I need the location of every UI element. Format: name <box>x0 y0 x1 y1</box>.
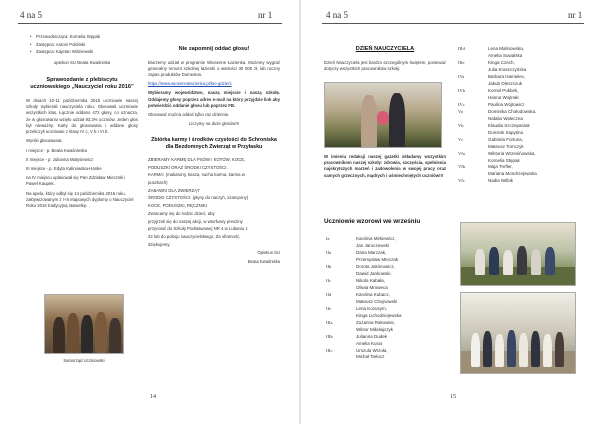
article-paragraph: Na apelu, który odbył się 14 października 2016 roku, zaktywizowanym z I-III etapowych dyplomy o Nauczyciel Roku 2016 tradycyjną statuetkę. <box>26 190 134 209</box>
collection-line: Zwracamy się do rodzic dzieci, aby <box>148 210 215 216</box>
student-name: Jan Jaroczewski <box>356 242 390 248</box>
list-item <box>458 178 584 185</box>
result-item: I miejsce - p. Beata Kwaśnieska <box>26 147 87 153</box>
list-item <box>458 164 584 178</box>
student-name: Zuzanna Rakowiec, <box>356 319 396 325</box>
article-title: Sprawozdanie z plebiscytu uczniowskiego „Nauczyciel roku 2016” <box>30 76 134 91</box>
class-photo-outdoor <box>460 222 576 286</box>
class-label: IIIe <box>458 59 465 65</box>
right-col1-wishes <box>324 154 446 182</box>
collection-title: Zbiórka karmy i środków czystości do Schroniska dla Bezdomnych Zwierząt w Przyłasku <box>151 136 277 150</box>
class-photo-gym <box>460 292 576 374</box>
student-name: Oliwia Mroweca <box>356 284 388 290</box>
student-name: Mariana Mondrzejewska <box>488 171 537 177</box>
teachers-day-wishes: W imieniu redakcji naszej gazetki składamy wszystkim pracownikom naszej szkoły: zdrowia, szczęścia, spełnienia najskrytszych marzeń i zadowolenia w swojej pracy oraz samych grzecznych, mądrych i uśmiechniętych uczniów!!! <box>324 154 446 178</box>
list-item <box>326 292 446 306</box>
left-header-rule <box>18 23 282 24</box>
collection-line: ŚRODKI CZYSTOŚCI: (płyny do naczyń, szampony) <box>148 195 249 201</box>
vote-link[interactable]: https://www.wiosennalazienka.pl/kto-gdzie/x <box>148 81 232 87</box>
student-name: Amelia Kusio <box>356 340 383 346</box>
list-item <box>326 278 446 292</box>
student-name: Julianna Dudek <box>356 333 388 339</box>
list-item <box>458 88 584 102</box>
vote-note: Głosować można oddać tylko raz dziennie. <box>148 112 230 118</box>
result-item: III miejsce - p. Edyta Kalinowska-Hanke <box>26 165 102 171</box>
student-name: Dawid Jankowski <box>356 270 391 276</box>
student-name: Barbara Hamielec, <box>488 73 526 79</box>
class-label: IVb <box>458 87 465 93</box>
class-label: IIIb <box>326 333 333 339</box>
student-name: Karolina Kubacz, <box>356 291 391 297</box>
class-label: IId <box>326 291 332 297</box>
collection-signature-name: Beata Kwaśniska <box>247 259 280 265</box>
class-label: Vb <box>458 122 464 128</box>
model-students-title: Uczniowie wzorowi we wrześniu <box>324 218 421 225</box>
student-name: Maja Trefler, <box>488 164 513 170</box>
teachers-day-intro: Dzień Nauczyciela jest bardzo szczególnym świętem, ponieważ dotyczy wszystkich pracowników szkoły. <box>324 59 446 71</box>
collection-line: 22 lub do pokoju nauczycielskiego. Za ofiarność, <box>148 233 241 239</box>
collection-signature-role: Opiekun SU <box>257 249 280 255</box>
list-item: • Przewodnicząca: Kornelia Stępak <box>30 34 138 40</box>
student-name: Kornel Pokbek, <box>488 87 519 93</box>
student-name: Lena Malinowska, <box>488 46 525 51</box>
student-name: Gabriela Fortuna, <box>488 136 524 142</box>
left-page-number: 14 <box>150 394 156 400</box>
collection-line: KARMA: (makarony, kasza, sucha karma, karma w <box>148 172 245 178</box>
collection-line: PODUSZKI ORAZ ŚRODKI CZYSTOŚCI. <box>148 164 228 170</box>
left-col2 <box>148 46 280 268</box>
right-page <box>300 0 600 424</box>
class-label: IIb <box>326 263 332 269</box>
teachers-day-title: DZIEŃ NAUCZYCIELA <box>355 46 415 52</box>
student-name: Nadia Wilbik <box>488 178 514 184</box>
collection-line: puszkach) <box>148 179 168 185</box>
left-col1 <box>26 34 138 212</box>
collection-line: KOCE, PODUSZKI, RĘCZNIKI <box>148 203 207 209</box>
vote-title: Nie zapomnij oddać głosu! <box>178 46 250 52</box>
list-item <box>458 109 584 123</box>
student-council-photo <box>44 294 124 354</box>
article-paragraph: W dniach 10-11 października 2016 uczniowie naszej szkoły wybierali nauczyciela roku. Głosowali uczniowie wszystkich klas. Łącznie oddano 472 głosy, co oznacza, że w głosowaniu wzięło udział 93,3% uczniów. Jeden głos był nieważny. Karty do głosowania i oddane głosy przeliczyli uczniowie z klasy IV c, V b i VI b. <box>26 97 138 135</box>
student-name: Dorota Jakimowicz, <box>356 263 396 269</box>
student-name: Wiktoria Wrzesińowska, <box>488 150 536 156</box>
class-label: VIb <box>458 164 465 170</box>
collection-line: ZABAWKI DLA ZWIERZĄT <box>148 187 200 193</box>
right-header-rule <box>322 23 584 24</box>
student-name: Mateusz Tomczyk <box>488 143 524 149</box>
list-item <box>458 60 584 74</box>
class-label: VIa <box>458 150 465 156</box>
left-header-issue: nr 1 <box>258 10 273 20</box>
vote-appeal: Liczymy na duże głosów!!! <box>188 121 240 127</box>
list-item <box>458 102 584 109</box>
class-label: Vc <box>458 136 464 142</box>
class-label: IVa <box>458 73 465 79</box>
photo-caption: Samorząd Uczniowski <box>63 358 105 363</box>
collection-line: dziękujemy. <box>148 241 171 247</box>
list-item <box>326 264 446 278</box>
class-label: IIIc <box>326 347 333 353</box>
list-item <box>458 46 584 60</box>
vote-paragraph: Biorzemy udział w programie Wiosenne Łazienka. Możemy wygrać generalny remont szkolnej łazienki o wartości 30 000 zł, lub roczny zapas produktów Domestos. <box>148 59 280 77</box>
student-name: Julia Kraszczyńska <box>488 66 527 72</box>
class-label: VIc <box>458 178 465 184</box>
student-name: Kinga Lichodziejewska <box>356 312 402 318</box>
student-name: Karolina Mirkiewicz, <box>356 236 396 241</box>
class-label: Va <box>458 108 463 114</box>
right-page-number: 15 <box>450 394 456 400</box>
class-label: IVc <box>458 101 465 107</box>
teachers-day-photo <box>324 82 442 148</box>
class-label: IIIa <box>326 319 333 325</box>
list-item <box>458 137 584 151</box>
council-signature: opiekun SU Beata Kwaśniska <box>53 59 111 65</box>
class-label: IIId <box>458 46 465 51</box>
model-students-list-1 <box>326 236 446 361</box>
result-item: II miejsce - p. Julianna Matysiewicz <box>26 156 94 162</box>
class-label: IIe <box>326 305 331 311</box>
collection-line: przyjrzeli się do naszej akcji, w wtorkowy presziny <box>148 218 243 224</box>
vote-instructions: Wybieramy województwo, naszą miejscie i naszą szkołę. Oddajemy głosy poprzez adres e-mail na który przyjdzie link aby potwierdzić oddanie głosu lub poprzez FB. <box>148 90 280 108</box>
list-item <box>458 123 584 137</box>
list-item: • Zastępca: Kajetan Wiśniewski <box>30 49 138 55</box>
list-item: • Zastępca: Antoni Pokiński <box>30 42 138 48</box>
collection-line: przynosić do Szkoły Podstawowej NR 4 w Lubaniu z <box>148 226 248 232</box>
student-name: Wiktor Mikołajczyk <box>356 326 394 332</box>
left-header-title: 4 na 5 <box>20 10 42 20</box>
class-label: Ia <box>326 236 330 241</box>
student-name: Michał Tarłocz <box>356 354 385 360</box>
student-name: Klaudia Szczepaniak <box>488 122 530 128</box>
list-item <box>326 334 446 348</box>
list-item <box>326 320 446 334</box>
student-name: Dominika Chołodowska, <box>488 108 537 114</box>
student-name: Paulina Wójtowicz <box>488 101 525 107</box>
student-name: Mateusz Chojnowski <box>356 298 398 304</box>
student-name: Kornelia Stępak <box>488 157 520 163</box>
model-students-list-2 <box>458 46 584 185</box>
student-name: Hanna Wojtnak <box>488 94 519 100</box>
article-paragraph: na IV miejscu uplasował się Pan Zdzisław Mieczski i Paweł Kaupek. <box>26 175 126 187</box>
council-list <box>30 34 138 56</box>
list-item <box>326 250 446 264</box>
student-name: Daria Marczak, <box>356 249 387 255</box>
list-item <box>458 74 584 88</box>
results-label: Wyniki głosowania: <box>26 138 63 144</box>
student-name: Natalia Waleczna <box>488 115 523 121</box>
student-name: Przemysław Mieczak <box>356 256 399 262</box>
student-name: Dominik Sapytina <box>488 129 524 135</box>
student-name: Amelia Suwalska <box>488 52 523 58</box>
student-name: Kinga Czech, <box>488 59 515 65</box>
student-name: Jakub Oleszczuk <box>488 80 523 86</box>
right-header-title: 4 na 5 <box>326 10 348 20</box>
student-name: Nikola Kabała, <box>356 277 386 283</box>
list-item <box>326 348 446 362</box>
right-col1 <box>324 46 446 75</box>
list-item <box>326 236 446 250</box>
list-item <box>326 306 446 320</box>
collection-line: ZBIERAMY KARMĘ DLA PSÓW I KOTÓW, KOCE, <box>148 156 246 162</box>
class-label: IIa <box>326 249 331 255</box>
list-item <box>458 151 584 165</box>
class-label: IIc <box>326 277 331 283</box>
student-name: Lena Kozusym, <box>356 305 388 311</box>
right-header-issue: nr 1 <box>568 10 583 20</box>
student-name: Urszula Wrzoła, <box>356 347 388 353</box>
